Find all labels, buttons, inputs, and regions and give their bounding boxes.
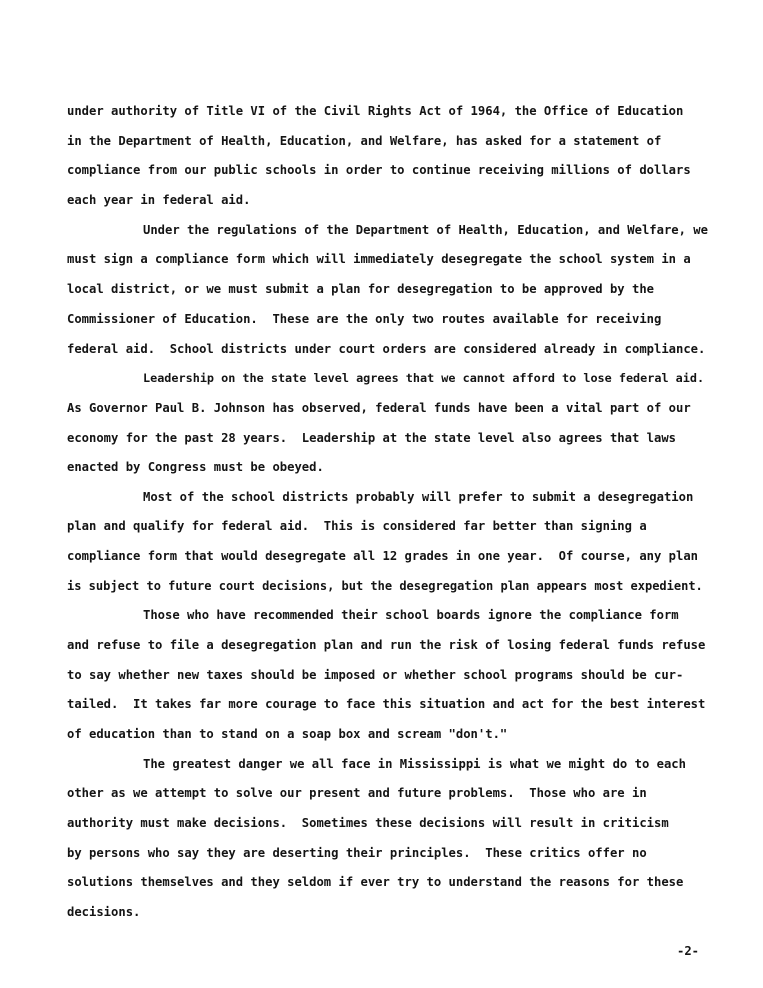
text-line: decisions.: [67, 905, 141, 919]
text-line: Leadership on the state level agrees that we cannot afford to lose federal aid.: [143, 371, 705, 385]
text-line: plan and qualify for federal aid. This is considered far better than signing a: [67, 519, 647, 533]
text-line: authority must make decisions. Sometimes these decisions will result in criticism: [67, 816, 669, 830]
text-line: by persons who say they are deserting their principles. These critics offer no: [67, 846, 647, 860]
text-line: to say whether new taxes should be imposed or whether school programs should be cur-: [67, 668, 684, 682]
text-line: federal aid. School districts under court orders are considered already in compliance.: [67, 342, 706, 356]
text-line: compliance form that would desegregate all 12 grades in one year. Of course, any plan: [67, 549, 699, 563]
text-line: Most of the school districts probably will prefer to submit a desegregation: [143, 490, 694, 504]
text-line: economy for the past 28 years. Leadership at the state level also agrees that laws: [67, 431, 677, 445]
text-line: is subject to future court decisions, but the desegregation plan appears most expedient.: [67, 579, 703, 593]
text-line: enacted by Congress must be obeyed.: [67, 460, 324, 474]
text-line: solutions themselves and they seldom if ever try to understand the reasons for these: [67, 875, 684, 889]
text-line: other as we attempt to solve our present and future problems. Those who are in: [67, 786, 647, 800]
text-line: under authority of Title VI of the Civil Rights Act of 1964, the Office of Education: [67, 104, 684, 118]
text-line: tailed. It takes far more courage to face this situation and act for the best interest: [67, 697, 706, 711]
text-line: Those who have recommended their school boards ignore the compliance form: [143, 608, 679, 622]
text-line: in the Department of Health, Education, and Welfare, has asked for a statement of: [67, 134, 662, 148]
page-number: -2-: [677, 944, 700, 958]
text-line: Commissioner of Education. These are the only two routes available for receiving: [67, 312, 662, 326]
text-line: The greatest danger we all face in Mississippi is what we might do to each: [143, 757, 686, 771]
text-line: of education than to stand on a soap box and scream "don't.": [67, 727, 508, 741]
text-line: must sign a compliance form which will immediately desegregate the school system in a: [67, 252, 691, 266]
text-line: and refuse to file a desegregation plan and run the risk of losing federal funds refuse: [67, 638, 706, 652]
text-line: compliance from our public schools in order to continue receiving millions of dollars: [67, 163, 691, 177]
text-line: local district, or we must submit a plan for desegregation to be approved by the: [67, 282, 654, 296]
text-line: As Governor Paul B. Johnson has observed, federal funds have been a vital part of our: [67, 401, 691, 415]
text-line: Under the regulations of the Department of Health, Education, and Welfare, we: [143, 223, 708, 237]
text-line: each year in federal aid.: [67, 193, 251, 207]
